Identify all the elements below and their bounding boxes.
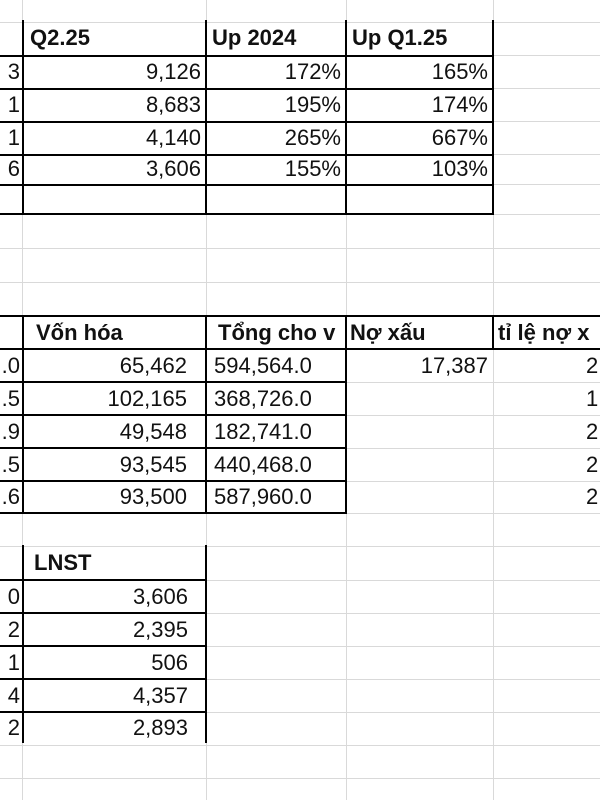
column-header-up2024[interactable]: Up 2024 — [212, 25, 297, 50]
table-cell[interactable]: 265% — [284, 125, 341, 150]
table-cell[interactable] — [347, 449, 492, 481]
table-cell[interactable]: 3,606 — [132, 584, 188, 609]
table-cell[interactable]: 9,126 — [145, 59, 201, 84]
table-cell[interactable]: 2 — [586, 484, 599, 509]
table-cell[interactable] — [347, 383, 492, 415]
table-cell[interactable]: .5 — [1, 452, 20, 477]
table-cell[interactable]: 2,395 — [132, 617, 188, 642]
column-header-von-hoa[interactable]: Vốn hóa — [36, 320, 123, 345]
table-border — [492, 20, 494, 215]
table-cell[interactable]: 594,564.0 — [214, 353, 312, 378]
table-cell[interactable]: 4 — [7, 683, 20, 708]
table-cell[interactable]: 2 — [7, 617, 20, 642]
table-cell[interactable]: 2 — [586, 419, 599, 444]
table-cell[interactable]: 2,893 — [132, 715, 188, 740]
table-cell[interactable]: 6 — [7, 156, 20, 181]
table-cell[interactable]: 587,960.0 — [214, 484, 312, 509]
table-cell[interactable]: .6 — [1, 484, 20, 509]
table-cell[interactable]: 155% — [284, 156, 341, 181]
table-border — [205, 315, 207, 514]
table-cell[interactable]: 2 — [586, 452, 599, 477]
table-cell[interactable]: 102,165 — [107, 386, 187, 411]
table-cell[interactable]: 8,683 — [145, 92, 201, 117]
table-cell[interactable]: 182,741.0 — [214, 419, 312, 444]
table-cell[interactable]: 3 — [7, 59, 20, 84]
column-header-ti-le-no-xau[interactable]: tỉ lệ nợ x — [498, 320, 590, 345]
column-header-tong-cho-vay[interactable]: Tổng cho v — [218, 320, 336, 345]
table-border — [205, 545, 207, 743]
table-cell[interactable]: .5 — [1, 386, 20, 411]
table-cell[interactable]: 667% — [431, 125, 488, 150]
column-header-q225[interactable]: Q2.25 — [30, 25, 90, 50]
column-header-upq125[interactable]: Up Q1.25 — [352, 25, 448, 50]
column-header-no-xau[interactable]: Nợ xấu — [350, 320, 426, 345]
table-cell[interactable]: 49,548 — [119, 419, 187, 444]
table-cell[interactable]: 1 — [586, 386, 599, 411]
table-cell[interactable]: .9 — [1, 419, 20, 444]
table-cell[interactable]: 2 — [7, 715, 20, 740]
table-cell[interactable]: 93,500 — [119, 484, 187, 509]
table-cell[interactable] — [347, 416, 492, 448]
gridline — [0, 248, 600, 249]
table-cell[interactable]: 368,726.0 — [214, 386, 312, 411]
table-cell[interactable]: 1 — [7, 125, 20, 150]
table-cell[interactable]: 1 — [7, 650, 20, 675]
table-cell[interactable]: 103% — [431, 156, 488, 181]
table-cell[interactable]: 174% — [431, 92, 488, 117]
table-cell[interactable]: 17,387 — [420, 353, 488, 378]
table-cell[interactable] — [347, 481, 492, 513]
gridline — [0, 282, 600, 283]
table-cell[interactable]: 3,606 — [145, 156, 201, 181]
table-cell[interactable]: 93,545 — [119, 452, 187, 477]
gridline — [0, 778, 600, 779]
table-cell[interactable]: 506 — [151, 650, 188, 675]
table-border — [0, 213, 493, 215]
table-cell[interactable]: 172% — [284, 59, 341, 84]
table-border — [492, 315, 494, 350]
table-cell[interactable]: 4,140 — [145, 125, 201, 150]
table-cell[interactable]: 4,357 — [132, 683, 188, 708]
gridline — [0, 745, 600, 746]
table-cell[interactable]: 165% — [431, 59, 488, 84]
table-cell[interactable]: 440,468.0 — [214, 452, 312, 477]
table-cell[interactable]: 0 — [7, 584, 20, 609]
table-cell[interactable]: .0 — [1, 353, 20, 378]
table-cell[interactable]: 65,462 — [119, 353, 187, 378]
table-cell[interactable]: 2 — [586, 353, 599, 378]
column-header-lnst[interactable]: LNST — [34, 550, 92, 575]
table-cell[interactable]: 1 — [7, 92, 20, 117]
table-cell[interactable]: 195% — [284, 92, 341, 117]
